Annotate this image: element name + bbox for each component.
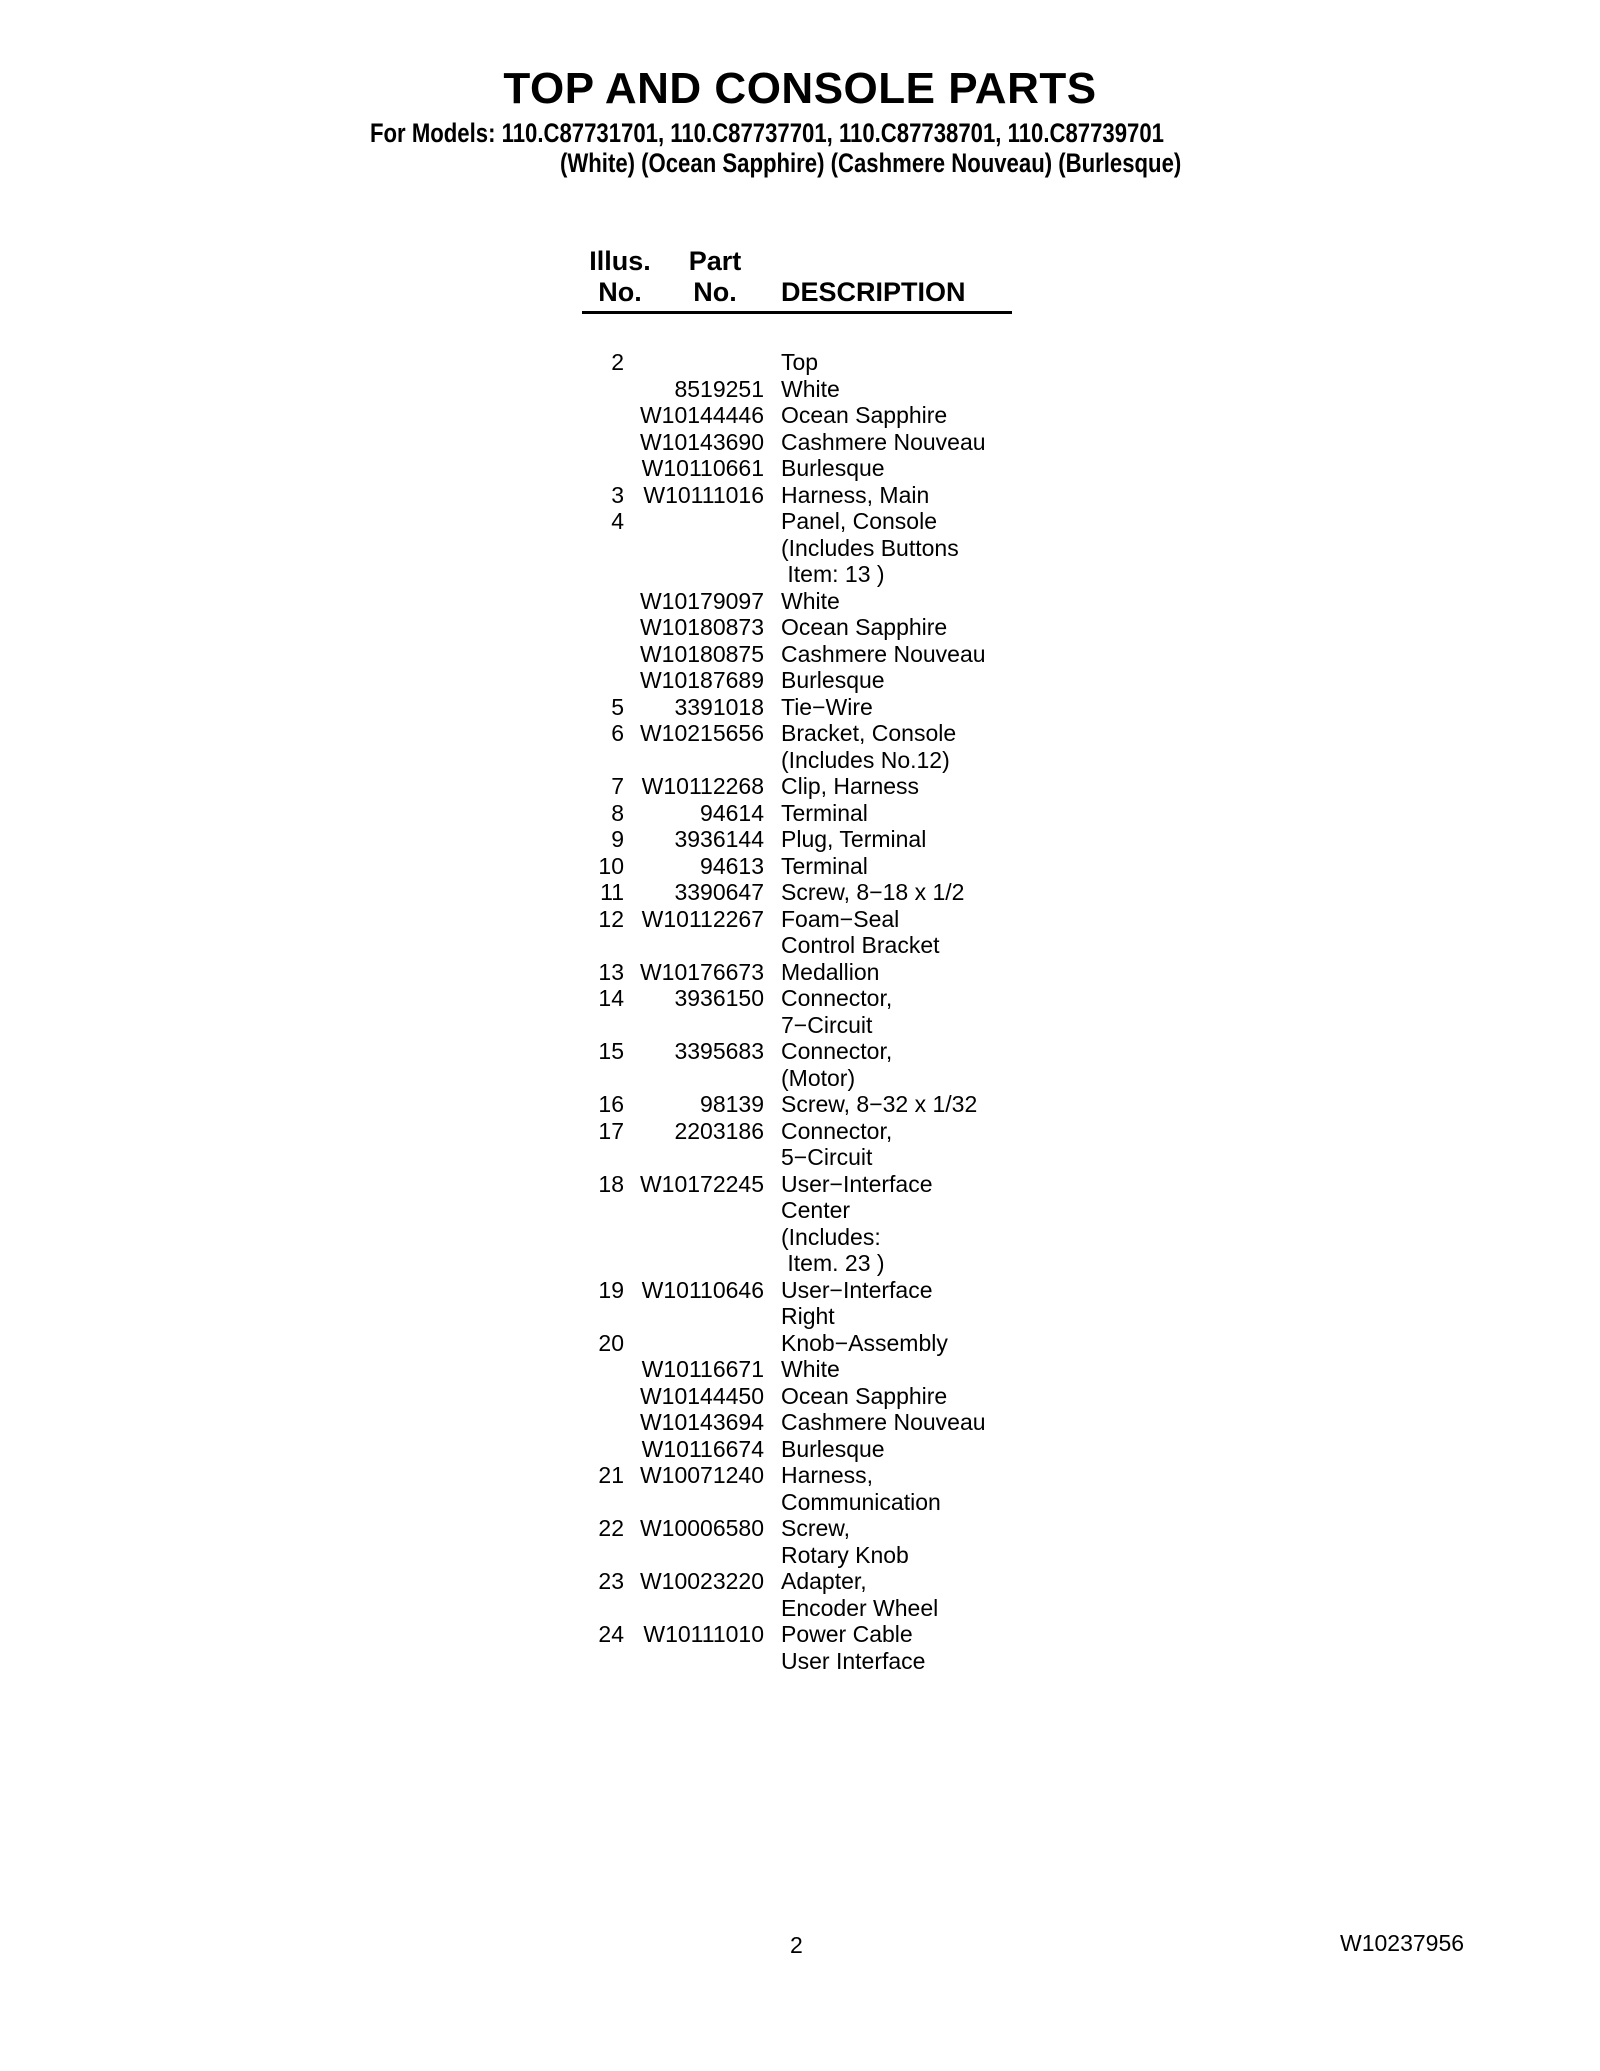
- part-no: W10143690: [639, 428, 764, 455]
- description: User−Interface: [781, 1170, 933, 1197]
- description: Tie−Wire: [781, 693, 873, 720]
- illus-no: 10: [598, 852, 624, 879]
- page-title: TOP AND CONSOLE PARTS: [503, 64, 1097, 113]
- description: Control Bracket: [781, 932, 940, 958]
- part-no: 2203186: [674, 1117, 764, 1144]
- illus-no-header: [580, 246, 660, 308]
- table-row: [0, 959, 1600, 986]
- illus-no: 15: [598, 1038, 624, 1064]
- table-row: [0, 588, 1600, 615]
- table-row: [0, 376, 1600, 403]
- part-no: W10172245: [639, 1170, 764, 1197]
- illus-no: 16: [598, 1091, 624, 1117]
- part-no: W10187689: [639, 667, 764, 693]
- table-row: [0, 1038, 1600, 1065]
- part-no: W10116671: [641, 1356, 764, 1382]
- description: User Interface: [781, 1647, 926, 1674]
- description: Cashmere Nouveau: [781, 640, 986, 667]
- part-no: W10023220: [639, 1568, 764, 1594]
- description: Connector,: [781, 985, 893, 1011]
- description: Ocean Sapphire: [781, 1382, 948, 1409]
- document-number: W10237956: [1340, 1930, 1465, 1956]
- table-row: [0, 1250, 1600, 1277]
- table-row: [0, 429, 1600, 456]
- part-no: 3395683: [674, 1038, 764, 1064]
- description: (Includes No.12): [781, 746, 950, 773]
- illus-no: 24: [598, 1621, 624, 1647]
- table-row: [0, 1330, 1600, 1357]
- table-row: [0, 667, 1600, 694]
- illus-no: 13: [598, 958, 624, 985]
- description: Right: [781, 1303, 835, 1329]
- table-row: [0, 482, 1600, 509]
- table-row: [0, 1648, 1600, 1675]
- description: Burlesque: [781, 1435, 885, 1462]
- table-row: [0, 1436, 1600, 1463]
- colors-line: (White) (Ocean Sapphire) (Cashmere Nouveau) (Burlesque): [560, 148, 1182, 178]
- table-row: [0, 1144, 1600, 1171]
- part-no: W10144446: [639, 402, 764, 428]
- part-no-header: [680, 246, 750, 308]
- description: Clip, Harness: [781, 773, 920, 799]
- description: Knob−Assembly: [781, 1329, 948, 1356]
- models-line: For Models: 110.C87731701, 110.C87737701, 110.C87738701, 110.C87739701: [370, 118, 1164, 148]
- description: Cashmere Nouveau: [781, 1409, 986, 1435]
- table-row: [0, 1224, 1600, 1251]
- part-no: 98139: [700, 1091, 764, 1117]
- table-row: [0, 826, 1600, 853]
- description: Burlesque: [781, 667, 885, 693]
- part-no: W10110661: [641, 455, 764, 481]
- description: White: [781, 375, 840, 402]
- illus-no: 3: [611, 481, 624, 508]
- part-no: W10006580: [639, 1515, 764, 1541]
- illus-no: 20: [598, 1329, 624, 1356]
- description: Connector,: [781, 1117, 893, 1144]
- table-row: [0, 985, 1600, 1012]
- part-header-line-2: No.: [693, 277, 737, 307]
- illus-no: 14: [598, 985, 624, 1011]
- part-no: W10179097: [639, 587, 764, 614]
- illus-no: 9: [611, 826, 624, 852]
- table-row: [0, 1515, 1600, 1542]
- description: (Includes Buttons: [781, 534, 959, 561]
- part-no: W10110646: [641, 1276, 764, 1303]
- description: Cashmere Nouveau: [781, 428, 986, 455]
- description: Encoder Wheel: [781, 1594, 939, 1621]
- description: Item: 13 ): [781, 561, 885, 587]
- description: Item. 23 ): [781, 1250, 885, 1276]
- description: Top: [781, 349, 819, 375]
- description: (Motor): [781, 1064, 856, 1091]
- illus-no: 8: [611, 799, 624, 826]
- table-row: [0, 1383, 1600, 1410]
- part-no: 3936150: [674, 985, 764, 1011]
- table-row: [0, 694, 1600, 721]
- table-row: [0, 906, 1600, 933]
- table-row: [0, 720, 1600, 747]
- table-row: [0, 879, 1600, 906]
- description: Harness, Main: [781, 481, 930, 508]
- illus-no: 6: [611, 720, 624, 746]
- part-no: W10111010: [643, 1621, 764, 1647]
- illus-no: 5: [611, 693, 624, 720]
- description: 7−Circuit: [781, 1011, 873, 1038]
- part-no: W10143694: [639, 1409, 764, 1435]
- illus-header-line-2: No.: [598, 277, 642, 307]
- description: Center: [781, 1197, 851, 1223]
- table-row: [0, 402, 1600, 429]
- part-no: W10112267: [641, 905, 764, 932]
- part-no: W10176673: [639, 958, 764, 985]
- illus-no: 7: [611, 773, 624, 799]
- part-no: W10112268: [641, 773, 764, 799]
- table-row: [0, 773, 1600, 800]
- description: Power Cable: [781, 1621, 913, 1647]
- description: Communication: [781, 1488, 941, 1515]
- table-row: [0, 1118, 1600, 1145]
- description: Ocean Sapphire: [781, 402, 948, 428]
- part-no: 94613: [700, 852, 764, 879]
- illus-no: 21: [598, 1462, 624, 1488]
- part-no: 3390647: [674, 879, 764, 905]
- part-no: W10071240: [639, 1462, 764, 1488]
- illus-no: 12: [598, 905, 624, 932]
- table-row: [0, 1197, 1600, 1224]
- table-row: [0, 535, 1600, 562]
- illus-no: 19: [598, 1276, 624, 1303]
- table-row: [0, 1409, 1600, 1436]
- illus-no: 17: [598, 1117, 624, 1144]
- table-row: [0, 455, 1600, 482]
- description: Panel, Console: [781, 508, 937, 534]
- table-row: [0, 1595, 1600, 1622]
- table-row: [0, 800, 1600, 827]
- table-row: [0, 1277, 1600, 1304]
- table-row: [0, 1356, 1600, 1383]
- description: Screw, 8−32 x 1/32: [781, 1091, 978, 1117]
- illus-no: 23: [598, 1568, 624, 1594]
- table-row: [0, 1542, 1600, 1569]
- part-no: 3391018: [674, 693, 764, 720]
- illus-no: 11: [600, 879, 624, 905]
- table-row: [0, 1462, 1600, 1489]
- description: (Includes:: [781, 1223, 881, 1250]
- description: Screw,: [781, 1515, 851, 1541]
- table-row: [0, 349, 1600, 376]
- table-row: [0, 1489, 1600, 1516]
- table-row: [0, 1303, 1600, 1330]
- part-no: 94614: [700, 799, 764, 826]
- description: Foam−Seal: [781, 905, 900, 932]
- description: Terminal: [781, 799, 868, 826]
- table-row: [0, 1091, 1600, 1118]
- part-no: 3936144: [674, 826, 764, 852]
- part-header-line-1: Part: [688, 246, 742, 276]
- table-row: [0, 1012, 1600, 1039]
- part-no: W10144450: [639, 1382, 764, 1409]
- table-row: [0, 747, 1600, 774]
- description: Bracket, Console: [781, 720, 957, 746]
- part-no: W10215656: [639, 720, 764, 746]
- table-row: [0, 1568, 1600, 1595]
- table-row: [0, 641, 1600, 668]
- description: Medallion: [781, 958, 880, 985]
- description: Terminal: [781, 852, 868, 879]
- table-row: [0, 1621, 1600, 1648]
- illus-no: 2: [611, 349, 624, 375]
- description: White: [781, 1356, 840, 1382]
- table-row: [0, 614, 1600, 641]
- page-number: 2: [790, 1932, 803, 1958]
- description: Screw, 8−18 x 1/2: [781, 879, 965, 905]
- table-row: [0, 932, 1600, 959]
- parts-list: [0, 349, 1600, 1674]
- description-header: DESCRIPTION: [781, 277, 966, 307]
- illus-no: 22: [598, 1515, 624, 1541]
- table-row: [0, 1171, 1600, 1198]
- description: Ocean Sapphire: [781, 614, 948, 640]
- part-no: W10116674: [641, 1435, 764, 1462]
- description: User−Interface: [781, 1276, 933, 1303]
- part-no: W10111016: [643, 481, 764, 508]
- description: 5−Circuit: [781, 1144, 873, 1170]
- part-no: W10180873: [639, 614, 764, 640]
- header-rule: [582, 311, 1012, 314]
- description: Rotary Knob: [781, 1541, 909, 1568]
- description: Burlesque: [781, 455, 885, 481]
- part-no: 8519251: [674, 375, 764, 402]
- illus-no: 18: [598, 1170, 624, 1197]
- table-row: [0, 1065, 1600, 1092]
- description: White: [781, 587, 840, 614]
- illus-header-line-1: Illus.: [589, 246, 651, 276]
- part-no: W10180875: [639, 640, 764, 667]
- description: Connector,: [781, 1038, 893, 1064]
- description: Harness,: [781, 1462, 874, 1488]
- table-row: [0, 561, 1600, 588]
- table-row: [0, 853, 1600, 880]
- description: Plug, Terminal: [781, 826, 927, 852]
- illus-no: 4: [611, 508, 624, 534]
- table-row: [0, 508, 1600, 535]
- description: Adapter,: [781, 1568, 867, 1594]
